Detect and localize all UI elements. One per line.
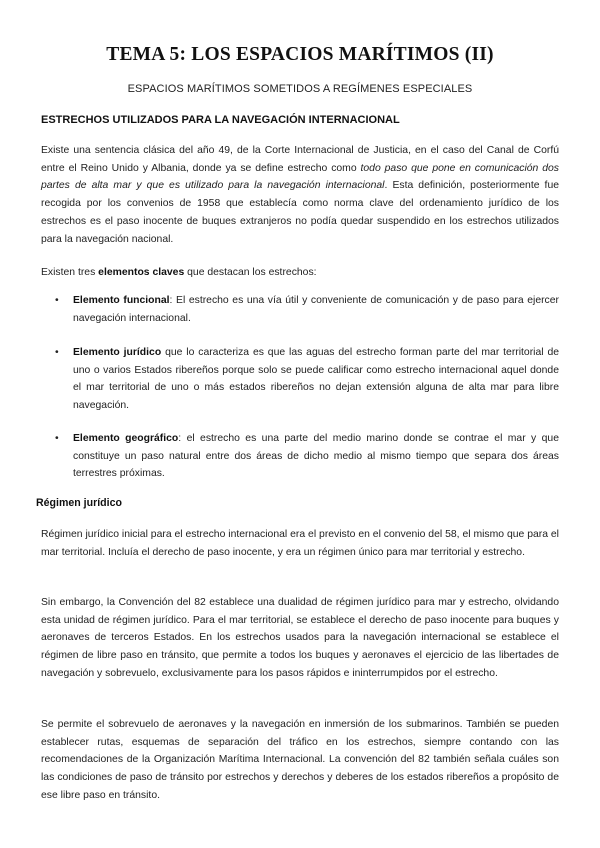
bullet-list-item-functional (41, 292, 559, 327)
bullet-icon: • (55, 295, 59, 306)
list-item (41, 292, 559, 327)
bullet-list-item-geographic (41, 430, 559, 483)
paragraph-overflight: Se permite el sobrevuelo de aeronaves y la navegación en inmersión de los submarinos. También se pueden establecer rutas, esquemas de separación del tráfico en los estrechos, siempre contando con las recomendaciones de la Organización Marítima Internacional. La convención del 82 también señala cuáles son las condiciones de paso de tránsito por estrechos y derechos y deberes de los estados ribereños a propósito de ese libre paso en tránsito. (41, 719, 559, 801)
paragraph-italic-definition: todo paso que pone en comunicación dos partes de alta mar y que es utilizado para la navegación internacional (41, 162, 559, 192)
page-subtitle: ESPACIOS MARÍTIMOS SOMETIDOS A REGÍMENES ESPECIALES (127, 83, 473, 95)
paragraph-initial-regime: Régimen jurídico inicial para el estrecho internacional era el previsto en el convenio del 58, el mismo que para el mar territorial. Incluía el derecho de paso inocente, y era un régimen único para mar territorial y estrecho. (41, 529, 559, 558)
list-item (41, 344, 559, 415)
bullet-icon: • (55, 433, 59, 444)
bullet-list-item-legal (41, 344, 559, 415)
paragraph-definition (41, 142, 559, 248)
paragraph-elements-intro (41, 264, 559, 282)
page-title: TEMA 5: LOS ESPACIOS MARÍTIMOS (II) (106, 44, 494, 65)
bullet-text: : El estrecho es una vía útil y conveniente de comunicación y de paso para ejercer navegación internacional. (73, 295, 559, 324)
paragraph-text: que destacan los estrechos: (184, 267, 317, 278)
list-item (41, 430, 559, 483)
subheading-legal-regime: Régimen jurídico (36, 497, 122, 509)
bullet-icon: • (55, 347, 59, 358)
bullet-text: : el estrecho es una parte del medio marino donde se contrae el mar y que constituye un paso natural entre dos áreas de dicho medio al mismo tiempo que separa dos áreas terrestres próximas. (73, 433, 559, 480)
bullet-term: Elemento funcional (73, 295, 170, 306)
bullet-term: Elemento jurídico (73, 347, 162, 358)
paragraph-bold-term: elementos claves (98, 267, 185, 278)
bullet-text: que lo caracteriza es que las aguas del estrecho forman parte del mar territorial de uno o varios Estados ribereños porque solo se puede calificar como estrecho internacional aquel donde el mar territorial de uno o más estados ribereños no dejan extensión alguna de alta mar para libre navegación. (73, 347, 560, 412)
paragraph-text: . Esta definición, posteriormente fue recogida por los convenios de 1958 que establecía como norma clave del ordenamiento jurídico de los estrechos es el paso inocente de buques extranjeros no podía quedar suspendido en los estrechos utilizados para la navegación nacional. (41, 180, 559, 245)
paragraph-convention-82: Sin embargo, la Convención del 82 establece una dualidad de régimen jurídico para mar y estrecho, olvidando esta unidad de régimen jurídico. Para el mar territorial, se establece el derecho de paso inocente para buques y aeronaves de terceros Estados. En los estrechos usados para la navegación internacional se establece el régimen de libre paso en tránsito, que permite a todos los buques y aeronaves el ejercicio de las libertades de navegación y sobrevuelo, exclusivamente para los pasos rápidos e ininterrumpidos por el estrecho. (41, 597, 559, 679)
paragraph-text: Existen tres (41, 267, 99, 278)
section-heading: ESTRECHOS UTILIZADOS PARA LA NAVEGACIÓN INTERNACIONAL (41, 114, 400, 126)
bullet-term: Elemento geográfico (73, 433, 179, 444)
paragraph-text: Existe una sentencia clásica del año 49, de la Corte Internacional de Justicia, en el caso del Canal de Corfú entre el Reino Unido y Albania, donde ya se define estrecho como (41, 145, 559, 174)
